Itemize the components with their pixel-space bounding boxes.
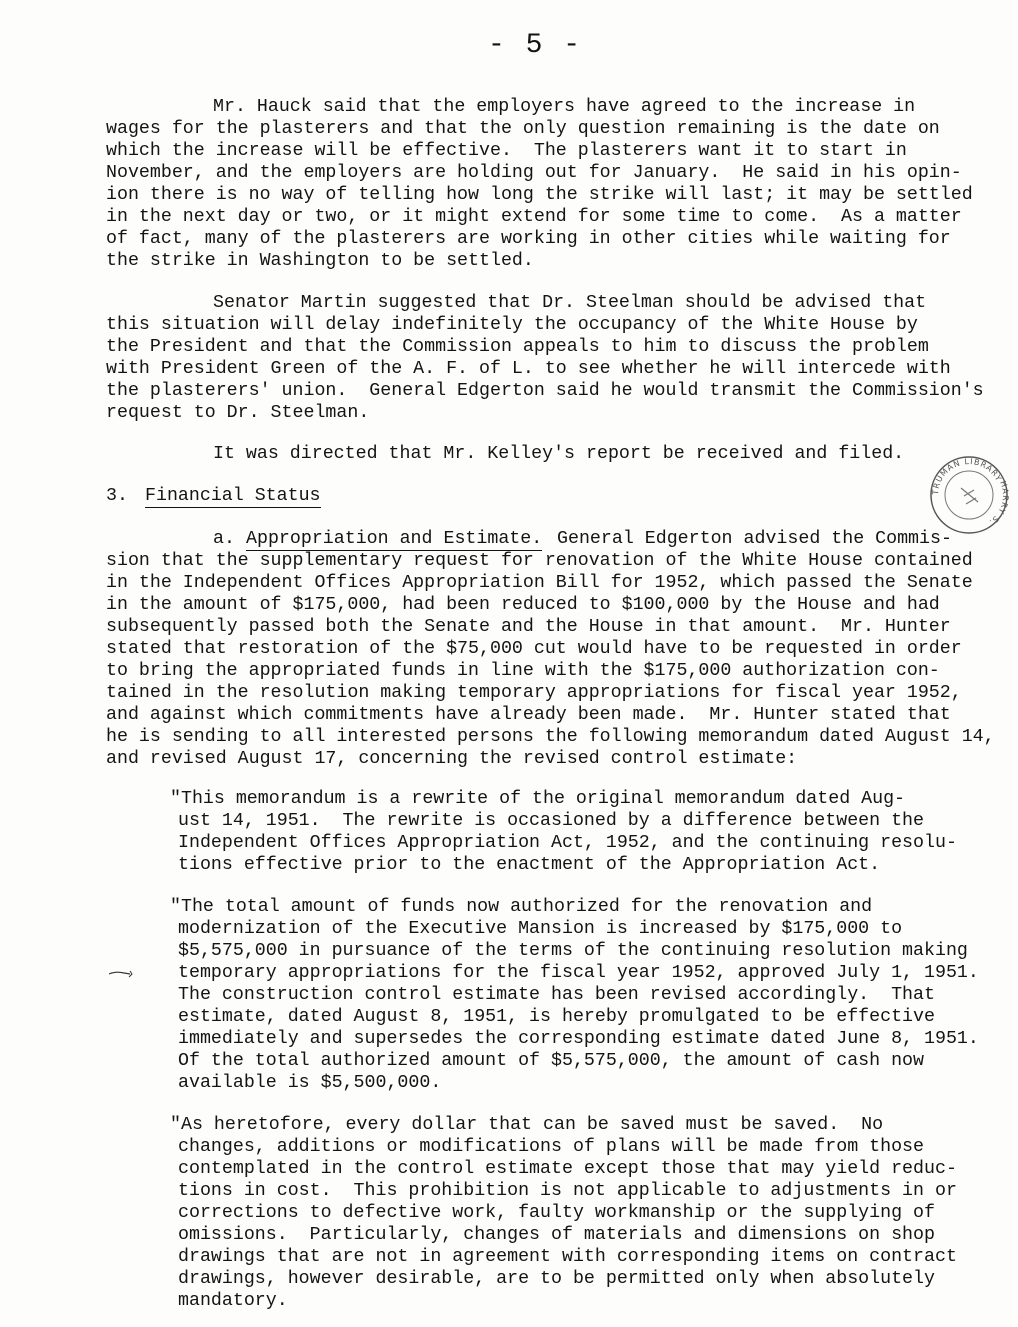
memo-line: "This memorandum is a rewrite of the original memorandum dated Aug- bbox=[170, 789, 906, 809]
martin-line: request to Dr. Steelman. bbox=[106, 403, 370, 423]
subsection-line: to bring the appropriated funds in line with the $175,000 authorization con- bbox=[106, 661, 940, 681]
memo-line: Of the total authorized amount of $5,575,000, the amount of cash now bbox=[178, 1051, 924, 1071]
hauck-line: the strike in Washington to be settled. bbox=[106, 251, 534, 271]
martin-line: the President and that the Commission appeals to him to discuss the problem bbox=[106, 337, 929, 357]
library-stamp-icon bbox=[926, 452, 1012, 538]
memo-line: modernization of the Executive Mansion is increased by $175,000 to bbox=[178, 919, 903, 939]
subsection-line: stated that restoration of the $75,000 cut would have to be requested in order bbox=[106, 639, 962, 659]
section-number: 3. bbox=[106, 486, 128, 506]
hauck-line: which the increase will be effective. The plasterers want it to start in bbox=[106, 141, 907, 161]
section-heading: Financial Status bbox=[145, 486, 321, 506]
subsection-line: and against which commitments have already been made. Mr. Hunter stated that bbox=[106, 705, 951, 725]
subsection-line: he is sending to all interested persons the following memorandum dated August 14, bbox=[106, 727, 995, 747]
memo-line: corrections to defective work, faulty workmanship or the supplying of bbox=[178, 1203, 935, 1223]
page-number: - 5 - bbox=[488, 30, 583, 61]
hauck-line: November, and the employers are holding out for January. He said in his opin- bbox=[106, 163, 962, 183]
kelley-line: It was directed that Mr. Kelley's report be received and filed. bbox=[213, 444, 905, 464]
memo-line: Independent Offices Appropriation Act, 1952, and the continuing resolu- bbox=[178, 833, 957, 853]
svg-text:HARRY S.: HARRY S. bbox=[987, 479, 1011, 528]
margin-mark-icon bbox=[108, 966, 134, 980]
memo-line: tions effective prior to the enactment of the Appropriation Act. bbox=[178, 855, 881, 875]
martin-line: with President Green of the A. F. of L. to see whether he will intercede with bbox=[106, 359, 951, 379]
subsection-label: a. bbox=[213, 529, 235, 549]
subsection-line: sion that the supplementary request for renovation of the White House contained bbox=[106, 551, 973, 571]
memo-line: $5,575,000 in pursuance of the terms of the continuing resolution making bbox=[178, 941, 968, 961]
memo-line: drawings, however desirable, are to be permitted only when absolutely bbox=[178, 1269, 935, 1289]
martin-line: Senator Martin suggested that Dr. Steelman should be advised that bbox=[213, 293, 927, 313]
martin-line: this situation will delay indefinitely the occupancy of the White House by bbox=[106, 315, 918, 335]
hauck-line: Mr. Hauck said that the employers have agreed to the increase in bbox=[213, 97, 916, 117]
subsection-line: General Edgerton advised the Commis- bbox=[557, 529, 952, 549]
memo-line: available is $5,500,000. bbox=[178, 1073, 442, 1093]
memo-line: mandatory. bbox=[178, 1291, 288, 1311]
memo-line: changes, additions or modifications of plans will be made from those bbox=[178, 1137, 924, 1157]
svg-text:TRUMAN LIBRARY: TRUMAN LIBRARY bbox=[930, 456, 1004, 496]
subsection-line: tained in the resolution making temporary appropriations for fiscal year 1952, bbox=[106, 683, 962, 703]
memo-line: tions in cost. This prohibition is not applicable to adjustments in or bbox=[178, 1181, 957, 1201]
memo-line: "As heretofore, every dollar that can be saved must be saved. No bbox=[170, 1115, 884, 1135]
hauck-line: wages for the plasterers and that the only question remaining is the date on bbox=[106, 119, 940, 139]
martin-line: the plasterers' union. General Edgerton said he would transmit the Commission's bbox=[106, 381, 984, 401]
subsection-heading: Appropriation and Estimate. bbox=[246, 529, 543, 549]
memo-line: temporary appropriations for the fiscal year 1952, approved July 1, 1951. bbox=[178, 963, 979, 983]
subsection-line: in the Independent Offices Appropriation Bill for 1952, which passed the Senate bbox=[106, 573, 973, 593]
memo-line: The construction control estimate has been revised accordingly. That bbox=[178, 985, 935, 1005]
hauck-line: of fact, many of the plasterers are working in other cities while waiting for bbox=[106, 229, 951, 249]
subsection-line: subsequently passed both the Senate and the House in that amount. Mr. Hunter bbox=[106, 617, 951, 637]
subsection-line: in the amount of $175,000, had been reduced to $100,000 by the House and had bbox=[106, 595, 940, 615]
memo-line: omissions. Particularly, changes of materials and dimensions on shop bbox=[178, 1225, 935, 1245]
memo-line: ust 14, 1951. The rewrite is occasioned by a difference between the bbox=[178, 811, 924, 831]
memo-line: "The total amount of funds now authorized for the renovation and bbox=[170, 897, 873, 917]
memo-line: contemplated in the control estimate except those that may yield reduc- bbox=[178, 1159, 957, 1179]
memo-line: immediately and supersedes the corresponding estimate dated June 8, 1951. bbox=[178, 1029, 979, 1049]
subsection-line: and revised August 17, concerning the revised control estimate: bbox=[106, 749, 798, 769]
hauck-line: ion there is no way of telling how long the strike will last; it may be settled bbox=[106, 185, 973, 205]
hauck-line: in the next day or two, or it might extend for some time to come. As a matter bbox=[106, 207, 962, 227]
memo-line: estimate, dated August 8, 1951, is hereby promulgated to be effective bbox=[178, 1007, 935, 1027]
memo-line: drawings that are not in agreement with corresponding items on contract bbox=[178, 1247, 957, 1267]
